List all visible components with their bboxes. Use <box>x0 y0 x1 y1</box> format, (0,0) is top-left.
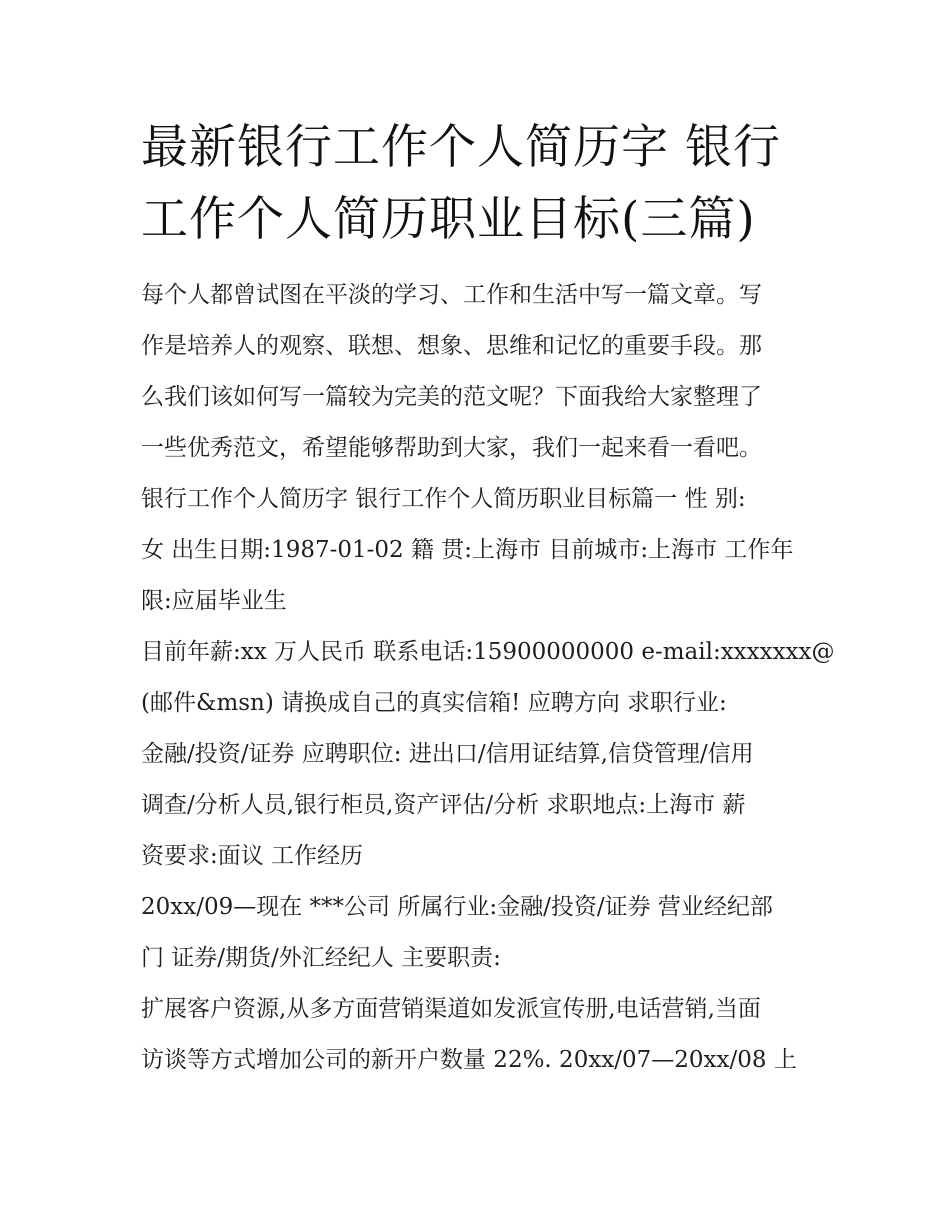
intro-paragraph <box>141 270 813 627</box>
text-line: 扩展客户资源,从多方面营销渠道如发派宣传册,电话营销,当面 <box>141 996 761 1022</box>
work-experience-paragraph <box>141 882 813 984</box>
text-line: 么我们该如何写一篇较为完美的范文呢？下面我给大家整理了 <box>141 384 762 410</box>
text-line: 每个人都曾试图在平淡的学习、工作和生活中写一篇文章。写 <box>141 282 762 308</box>
text-line: 一些优秀范文，希望能够帮助到大家，我们一起来看一看吧。 <box>141 435 762 461</box>
text-line: 目前年薪:xx 万人民币 联系电话:15900000000 e-mail:xxxxxxx@ <box>141 639 835 665</box>
text-line: 门 证券/期货/外汇经纪人 主要职责: <box>141 945 501 971</box>
text-line: (邮件&msn) 请换成自己的真实信箱! 应聘方向 求职行业: <box>141 690 727 716</box>
salary-contact-paragraph <box>141 627 835 729</box>
text-line: 访谈等方式增加公司的新开户数量 22%. 20xx/07—20xx/08 上 <box>141 1047 797 1073</box>
job-target-paragraph <box>141 729 813 882</box>
duties-paragraph <box>141 984 813 1086</box>
text-line: 20xx/09—现在 ***公司 所属行业:金融/投资/证券 营业经纪部 <box>141 894 773 920</box>
title-line: 最新银行工作个人简历字 银行 <box>141 120 781 175</box>
text-line: 限:应届毕业生 <box>141 588 287 614</box>
title-line: 工作个人简历职业目标(三篇) <box>141 192 756 247</box>
text-line: 金融/投资/证券 应聘职位: 进出口/信用证结算,信贷管理/信用 <box>141 741 754 767</box>
text-line: 资要求:面议 工作经历 <box>141 843 364 869</box>
text-line: 女 出生日期:1987-01-02 籍 贯:上海市 目前城市:上海市 工作年 <box>141 537 794 563</box>
document-content <box>141 112 835 1086</box>
text-line: 调查/分析人员,银行柜员,资产评估/分析 求职地点:上海市 薪 <box>141 792 746 818</box>
text-line: 银行工作个人简历字 银行工作个人简历职业目标篇一 性 别: <box>141 486 746 512</box>
document-title <box>141 112 813 256</box>
document-body <box>141 270 835 1086</box>
text-line: 作是培养人的观察、联想、想象、思维和记忆的重要手段。那 <box>141 333 762 359</box>
